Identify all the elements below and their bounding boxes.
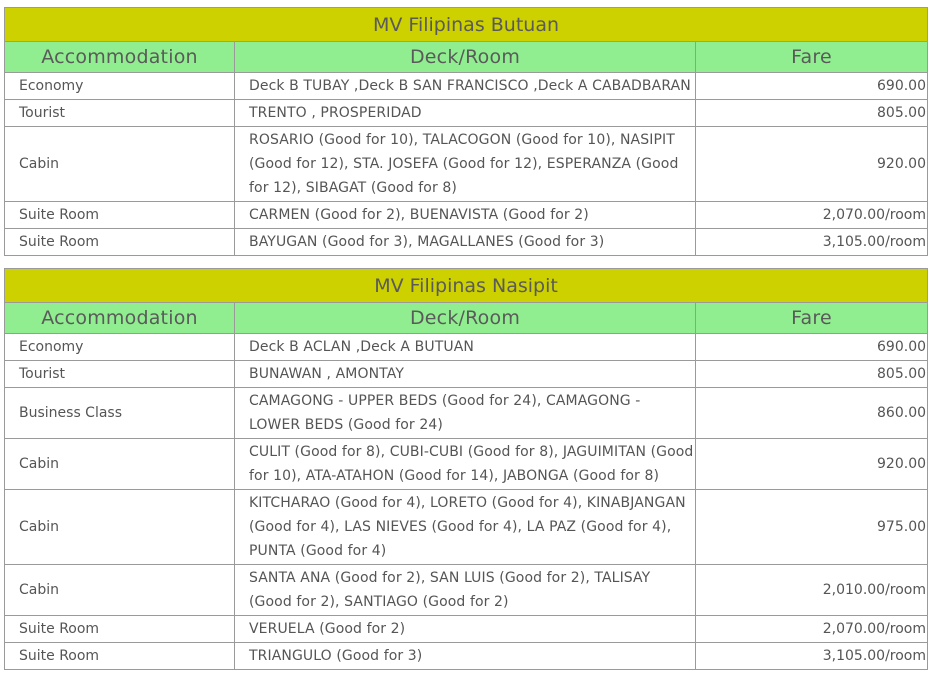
table-row <box>5 490 928 565</box>
deck-room-cell: Deck B TUBAY ,Deck B SAN FRANCISCO ,Deck A CABADBARAN <box>235 73 696 100</box>
accommodation-cell: Cabin <box>5 439 235 490</box>
accommodation-cell: Suite Room <box>5 229 235 256</box>
column-header-accommodation: Accommodation <box>5 42 235 73</box>
table-row <box>5 334 928 361</box>
deck-room-cell: BAYUGAN (Good for 3), MAGALLANES (Good for 3) <box>235 229 696 256</box>
fare-cell: 975.00 <box>696 490 928 565</box>
table-title: MV Filipinas Butuan <box>5 8 928 42</box>
deck-room-cell: ROSARIO (Good for 10), TALACOGON (Good for 10), NASIPIT (Good for 12), STA. JOSEFA (Good for 12), ESPERANZA (Good for 12), SIBAGAT (Good for 8) <box>235 127 696 202</box>
deck-room-cell: CARMEN (Good for 2), BUENAVISTA (Good for 2) <box>235 202 696 229</box>
table-row <box>5 202 928 229</box>
column-header-deck-room: Deck/Room <box>235 303 696 334</box>
fare-cell: 860.00 <box>696 388 928 439</box>
accommodation-cell: Cabin <box>5 127 235 202</box>
column-header-fare: Fare <box>696 303 928 334</box>
deck-room-cell: TRIANGULO (Good for 3) <box>235 643 696 670</box>
deck-room-cell: CULIT (Good for 8), CUBI-CUBI (Good for 8), JAGUIMITAN (Good for 10), ATA-ATAHON (Good for 14), JABONGA (Good for 8) <box>235 439 696 490</box>
accommodation-cell: Suite Room <box>5 616 235 643</box>
deck-room-cell: BUNAWAN , AMONTAY <box>235 361 696 388</box>
accommodation-cell: Economy <box>5 334 235 361</box>
table-row <box>5 616 928 643</box>
accommodation-cell: Economy <box>5 73 235 100</box>
accommodation-cell: Suite Room <box>5 643 235 670</box>
table-row <box>5 100 928 127</box>
table-row <box>5 439 928 490</box>
fare-cell: 920.00 <box>696 439 928 490</box>
accommodation-cell: Suite Room <box>5 202 235 229</box>
deck-room-cell: CAMAGONG - UPPER BEDS (Good for 24), CAMAGONG - LOWER BEDS (Good for 24) <box>235 388 696 439</box>
fare-cell: 690.00 <box>696 73 928 100</box>
fare-table-nasipit <box>4 268 928 670</box>
fare-cell: 920.00 <box>696 127 928 202</box>
deck-room-cell: KITCHARAO (Good for 4), LORETO (Good for 4), KINABJANGAN (Good for 4), LAS NIEVES (Good for 4), LA PAZ (Good for 4), PUNTA (Good for 4) <box>235 490 696 565</box>
fare-cell: 2,070.00/room <box>696 616 928 643</box>
fare-cell: 690.00 <box>696 334 928 361</box>
accommodation-cell: Tourist <box>5 361 235 388</box>
column-header-deck-room: Deck/Room <box>235 42 696 73</box>
accommodation-cell: Cabin <box>5 565 235 616</box>
deck-room-cell: SANTA ANA (Good for 2), SAN LUIS (Good for 2), TALISAY (Good for 2), SANTIAGO (Good for 2) <box>235 565 696 616</box>
accommodation-cell: Cabin <box>5 490 235 565</box>
deck-room-cell: TRENTO , PROSPERIDAD <box>235 100 696 127</box>
table-title: MV Filipinas Nasipit <box>5 269 928 303</box>
fare-cell: 3,105.00/room <box>696 229 928 256</box>
fare-cell: 2,070.00/room <box>696 202 928 229</box>
fare-cell: 805.00 <box>696 100 928 127</box>
fare-table-butuan <box>4 7 928 256</box>
fare-cell: 2,010.00/room <box>696 565 928 616</box>
deck-room-cell: VERUELA (Good for 2) <box>235 616 696 643</box>
table-row <box>5 565 928 616</box>
table-row <box>5 388 928 439</box>
table-row <box>5 229 928 256</box>
table-row <box>5 73 928 100</box>
deck-room-cell: Deck B ACLAN ,Deck A BUTUAN <box>235 334 696 361</box>
table-row <box>5 643 928 670</box>
accommodation-cell: Business Class <box>5 388 235 439</box>
table-row <box>5 361 928 388</box>
table-row <box>5 127 928 202</box>
fare-cell: 805.00 <box>696 361 928 388</box>
accommodation-cell: Tourist <box>5 100 235 127</box>
column-header-fare: Fare <box>696 42 928 73</box>
fare-cell: 3,105.00/room <box>696 643 928 670</box>
column-header-accommodation: Accommodation <box>5 303 235 334</box>
